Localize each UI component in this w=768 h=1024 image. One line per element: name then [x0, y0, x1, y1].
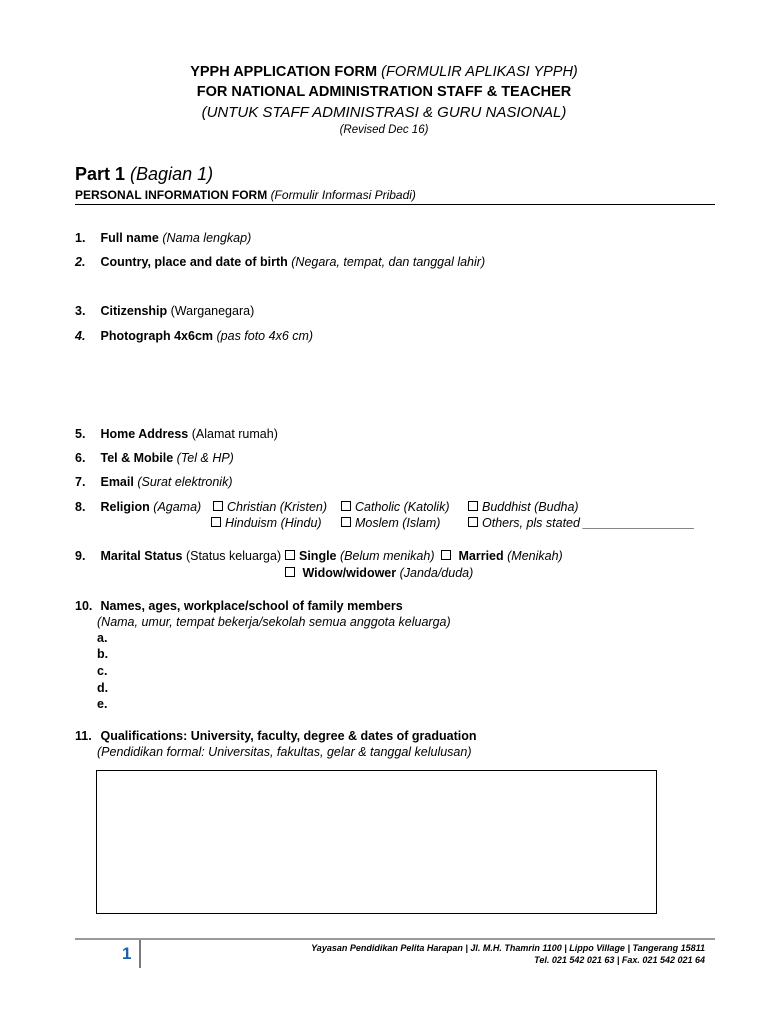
- option-label: Widow/widower: [302, 566, 397, 580]
- section-title-translation: (Formulir Informasi Pribadi): [270, 188, 416, 202]
- religion-option-catholic[interactable]: [341, 500, 449, 514]
- field-translation: (Alamat rumah): [191, 427, 278, 441]
- field-label: Qualifications: University, faculty, degree & dates of graduation: [100, 729, 477, 743]
- field-translation: (Tel & HP): [176, 451, 234, 465]
- section-title-english: PERSONAL INFORMATION FORM: [75, 188, 268, 202]
- option-label: Married: [458, 549, 504, 563]
- option-label: Catholic (Katolik): [355, 500, 450, 514]
- field-photograph[interactable]: [75, 329, 313, 343]
- field-label: Photograph 4x6cm: [100, 329, 214, 343]
- form-subtitle-translation: (UNTUK STAFF ADMINISTRASI & GURU NASIONAL): [201, 104, 567, 121]
- religion-option-moslem[interactable]: [341, 516, 440, 530]
- field-label: Citizenship: [100, 304, 168, 318]
- field-label: Names, ages, workplace/school of family members: [100, 599, 403, 613]
- family-entry-b[interactable]: b.: [97, 647, 109, 661]
- checkbox-icon[interactable]: [285, 567, 295, 577]
- item-number: 10.: [75, 599, 93, 613]
- form-title: [0, 64, 768, 80]
- form-subtitle: FOR NATIONAL ADMINISTRATION STAFF & TEACHER: [196, 84, 572, 100]
- item-number: 5.: [75, 427, 86, 441]
- religion-option-christian[interactable]: [213, 500, 327, 514]
- field-label: Marital Status: [100, 549, 183, 563]
- section-divider: [75, 204, 715, 205]
- field-full-name[interactable]: [75, 231, 251, 245]
- section-title: [75, 188, 416, 202]
- field-translation: (Status keluarga): [185, 549, 282, 563]
- part-label-translation: (Bagian 1): [130, 164, 214, 184]
- field-home-address[interactable]: [75, 427, 278, 441]
- field-family-members: [75, 599, 403, 613]
- part-label: Part 1: [75, 164, 126, 184]
- page-number-separator: [139, 940, 141, 968]
- field-qualifications: [75, 729, 477, 743]
- form-title-indonesian: (FORMULIR APLIKASI YPPH): [381, 64, 578, 80]
- footer-divider: [75, 938, 715, 940]
- checkbox-icon[interactable]: [468, 501, 478, 511]
- field-translation: (Surat elektronik): [137, 475, 233, 489]
- religion-option-others[interactable]: [468, 516, 695, 530]
- family-entry-c[interactable]: c.: [97, 664, 108, 678]
- form-title-english: YPPH APPLICATION FORM: [190, 64, 378, 80]
- field-label: Religion: [100, 500, 150, 514]
- part-heading: [75, 164, 213, 185]
- option-label: Christian (Kristen): [227, 500, 328, 514]
- field-birth-info[interactable]: [75, 255, 485, 269]
- family-entry-a[interactable]: a.: [97, 631, 108, 645]
- marital-option-single[interactable]: [285, 549, 434, 563]
- field-label: Home Address: [100, 427, 189, 441]
- item-number: 7.: [75, 475, 86, 489]
- item-number: 6.: [75, 451, 86, 465]
- marital-option-widow[interactable]: [285, 566, 473, 580]
- item-number: 9.: [75, 549, 86, 563]
- footer-address: Yayasan Pendidikan Pelita Harapan | Jl. M.H. Thamrin 1100 | Lippo Village | Tangerang 15811: [311, 943, 705, 953]
- item-number: 3.: [75, 304, 86, 318]
- field-translation: (Negara, tempat, dan tanggal lahir): [291, 255, 486, 269]
- marital-option-married[interactable]: [441, 549, 563, 563]
- field-label: Full name: [100, 231, 159, 245]
- option-label: Moslem (Islam): [355, 516, 441, 530]
- field-label: Email: [100, 475, 134, 489]
- revision-note: (Revised Dec 16): [339, 124, 429, 136]
- item-number: 8.: [75, 500, 86, 514]
- option-label: Buddhist (Budha): [482, 500, 579, 514]
- religion-option-hinduism[interactable]: [211, 516, 322, 530]
- item-number: 11.: [75, 729, 92, 743]
- option-label: Single: [299, 549, 337, 563]
- field-label: Tel & Mobile: [100, 451, 174, 465]
- qualifications-translation: (Pendidikan formal: Universitas, fakultas, gelar & tanggal kelulusan): [97, 745, 472, 759]
- family-members-translation: (Nama, umur, tempat bekerja/sekolah semua anggota keluarga): [97, 615, 451, 629]
- page-number: 1: [122, 944, 132, 963]
- checkbox-icon[interactable]: [341, 517, 351, 527]
- field-translation: (Nama lengkap): [162, 231, 252, 245]
- field-email[interactable]: [75, 475, 233, 489]
- family-entry-d[interactable]: d.: [97, 681, 109, 695]
- footer-contact: Tel. 021 542 021 63 | Fax. 021 542 021 64: [534, 955, 705, 965]
- option-label: Others, pls stated ________________: [482, 516, 695, 530]
- item-number: 4.: [75, 329, 86, 343]
- field-translation: (pas foto 4x6 cm): [216, 329, 314, 343]
- checkbox-icon[interactable]: [341, 501, 351, 511]
- field-tel-mobile[interactable]: [75, 451, 234, 465]
- option-label: Hinduism (Hindu): [225, 516, 322, 530]
- option-translation: (Belum menikah): [340, 549, 435, 563]
- checkbox-icon[interactable]: [211, 517, 221, 527]
- option-translation: (Janda/duda): [399, 566, 474, 580]
- qualifications-input-box[interactable]: [96, 770, 657, 914]
- family-entry-e[interactable]: e.: [97, 697, 108, 711]
- field-translation: (Warganegara): [170, 304, 255, 318]
- checkbox-icon[interactable]: [441, 550, 451, 560]
- checkbox-icon[interactable]: [213, 501, 223, 511]
- checkbox-icon[interactable]: [285, 550, 295, 560]
- field-label: Country, place and date of birth: [100, 255, 288, 269]
- religion-option-buddhist[interactable]: [468, 500, 579, 514]
- checkbox-icon[interactable]: [468, 517, 478, 527]
- field-religion: [75, 500, 201, 514]
- field-citizenship[interactable]: [75, 304, 254, 318]
- option-translation: (Menikah): [507, 549, 563, 563]
- item-number: 1.: [75, 231, 86, 245]
- field-translation: (Agama): [153, 500, 202, 514]
- field-marital-status: [75, 549, 281, 563]
- item-number: 2.: [75, 255, 86, 269]
